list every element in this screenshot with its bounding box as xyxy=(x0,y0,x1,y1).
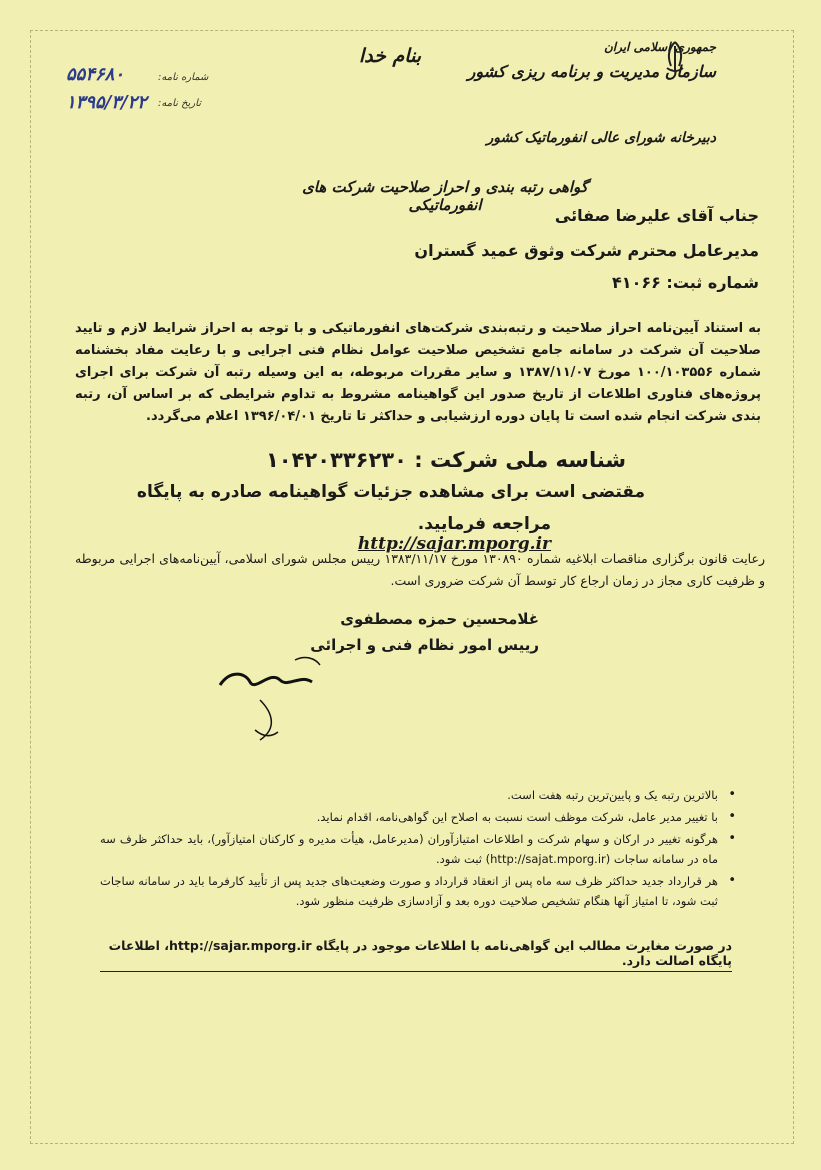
national-id-value: ۱۰۴۲۰۳۳۶۲۳۰ xyxy=(265,448,407,472)
note-item: • با تغییر مدیر عامل، شرکت موظف است نسبت به اصلاح این گواهی‌نامه، اقدام نماید. xyxy=(100,807,718,827)
compliance-paragraph: رعایت قانون برگزاری مناقصات ابلاغیه شماره ۱۳۰۸۹۰ مورخ ۱۳۸۳/۱۱/۱۷ رییس مجلس شورای اسلامی، آیین‌نامه‌های اجرایی مربوطه و ظرفیت کاری مجاز در زمان ارجاع کار توسط آن شرکت ضروری است. xyxy=(75,551,765,588)
certificate-title: گواهی رتبه بندی و احراز صلاحیت شرکت های انفورماتیکی xyxy=(302,178,588,214)
sajar-link[interactable]: http://sajar.mporg.ir xyxy=(357,534,551,554)
note-item: • هر قرارداد جدید حداکثر ظرف سه ماه پس از انعقاد قرارداد و صورت وضعیت‌های جدید پس از تأیید کارفرما باید در سامانه ساجات ثبت شود، تا امتیاز آنها هنگام تشخیص صلاحیت دوره بعد و آزادسازی ظرفیت منظور شود. xyxy=(100,873,736,908)
letter-date-label: تاریخ نامه: xyxy=(158,98,201,109)
letter-date-value: ۱۳۹۵/۳/۲۲ xyxy=(66,92,147,113)
note-item: • بالاترین رتبه یک و پایین‌ترین رتبه هفت است. xyxy=(100,785,718,805)
recipient-position: مدیرعامل محترم شرکت وثوق عمید گستران xyxy=(414,241,759,260)
handwritten-signature xyxy=(200,600,350,750)
org-name: سازمان مدیریت و برنامه ریزی کشور xyxy=(467,62,716,81)
letter-number-label: شماره نامه: xyxy=(158,72,209,83)
footer-validity-note: در صورت مغایرت مطالب این گواهی‌نامه با اطلاعات موجود در پایگاه http://sajar.mporg.ir، اطلاعات پایگاه اصالت دارد. xyxy=(100,938,732,972)
recipient-name: جناب آقای علیرضا صفائی xyxy=(554,206,759,225)
org-secretariat: دبیرخانه شورای عالی انفورماتیک کشور xyxy=(486,130,716,146)
note-item: • هرگونه تغییر در ارکان و سهام شرکت و اطلاعات امتیازآوران (مدیرعامل، هیأت مدیره و کارکنان امتیازآور)، باید حداکثر ظرف سه ماه در سامانه ساجات (http://sajat.mporg.ir) ثبت شود. xyxy=(100,831,736,866)
letter-number-value: ۵۵۴۶۸۰ xyxy=(66,64,125,85)
bismillah-heading: بنام خدا xyxy=(358,45,422,67)
notes-list xyxy=(100,785,740,911)
national-id-line xyxy=(236,448,656,472)
certificate-body-paragraph: به استناد آیین‌نامه احراز صلاحیت و رتبه‌بندی شرکت‌های انفورماتیکی و با توجه به احراز شرایط لازم و تایید صلاحیت آن شرکت در سامانه جامع تشخیص صلاحیت عوامل نظام فنی اجرایی و با رعایت مفاد بخشنامه شماره ۱۰۰/۱۰۳۵۵۶ مورخ ۱۳۸۷/۱۱/۰۷ و سایر مقررات مربوطه، به این وسیله رتبه آن شرکت برای اجرای پروژه‌های فناوری اطلاعات از تاریخ صدور این گواهینامه مشروط به تداوم شرایطی که بر اساس آن، رتبه بندی شرکت انجام شده است تا پایان دوره ارزشیابی و حداکثر تا تاریخ ۱۳۹۶/۰۴/۰۱ اعلام می‌گردد. xyxy=(75,321,761,424)
details-instruction: مقتضی است برای مشاهده جزئیات گواهینامه صادره به پایگاه xyxy=(136,482,646,502)
signatory-name: غلامحسین حمزه مصطفوی xyxy=(340,610,539,628)
bullet-icon: • xyxy=(728,873,736,888)
bullet-icon: • xyxy=(728,831,736,846)
notes-section xyxy=(100,785,740,913)
org-country: جمهوری اسلامی ایران xyxy=(603,40,716,54)
details-link-suffix: مراجعه فرمایید. xyxy=(417,514,551,534)
bullet-icon: • xyxy=(728,787,736,802)
signatory-title: رییس امور نظام فنی و اجرائی xyxy=(310,636,539,654)
registration-number: شماره ثبت: ۴۱۰۶۶ xyxy=(612,273,759,292)
national-id-label: شناسه ملی شرکت : xyxy=(414,448,627,472)
bullet-icon: • xyxy=(728,809,736,824)
